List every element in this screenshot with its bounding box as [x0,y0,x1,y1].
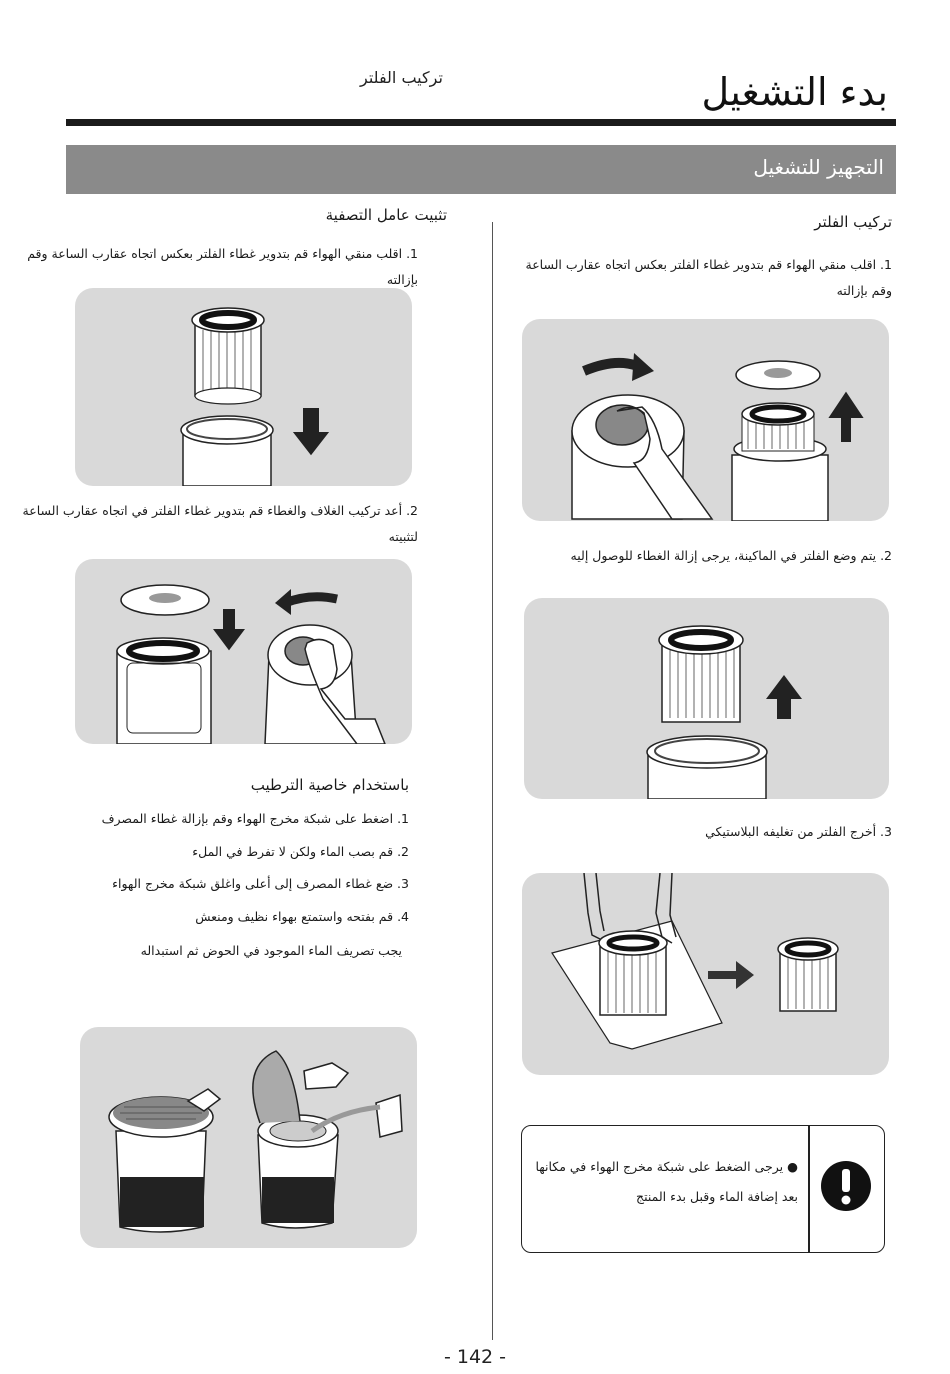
humidify-step-4: 4. قم بفتحه واستمتع بهواء نظيف ومنعش [195,908,409,924]
humidify-step-1: 1. اضغط على شبكة مخرج الهواء وقم بإزالة غطاء المصرف [101,811,409,826]
illustration-filter-lift [524,598,889,799]
filter-lift-drawing [524,598,889,799]
warning-separator [808,1126,810,1252]
illustration-lower-filter [75,288,412,486]
left-step-1: 1. اقلب منقي الهواء قم بتدوير غطاء الفلتر بعكس اتجاه عقارب الساعة وقم بإزالته [27,246,418,287]
humidify-step-2: 2. قم بصب الماء ولكن لا تفرط في الملء [192,843,409,859]
left-step-2: 2. أعد تركيب الغلاف والغطاء قم بتدوير غطاء الفلتر في اتجاه عقارب الساعة لتثبيته [22,503,418,544]
page-title: بدء التشغيل [701,70,888,114]
humidify-heading: باستخدام خاصية الترطيب [250,776,409,794]
right-heading: تركيب الفلتر [814,213,892,231]
lower-filter-drawing [75,288,412,486]
left-heading: تثبيت عامل التصفية [325,206,447,224]
column-divider [492,222,493,1340]
humidify-drawing [80,1027,417,1248]
warning-text [528,1152,798,1212]
right-step-1: 1. اقلب منقي الهواء قم بتدوير غطاء الفلتر بعكس اتجاه عقارب الساعة وقم بإزالته [525,257,892,298]
section-band [66,145,896,194]
replace-cover-drawing [75,559,412,744]
page-subtitle: تركيب الفلتر [360,68,443,87]
unwrap-filter-drawing [522,873,889,1075]
humidify-step-3: 3. ضع غطاء المصرف إلى أعلى واغلق شبكة مخرج الهواء [112,876,409,891]
exclamation-icon [820,1160,872,1212]
remove-cover-drawing [522,319,889,521]
illustration-replace-cover [75,559,412,744]
illustration-unwrap-filter [522,873,889,1075]
illustration-humidify [80,1027,417,1248]
section-band-title: التجهيز للتشغيل [753,155,884,179]
illustration-remove-cover [522,319,889,521]
header-rule [66,119,896,126]
right-step-3: 3. أخرج الفلتر من تغليفه البلاستيكي [705,824,892,839]
warning-message: يرجى الضغط على شبكة مخرج الهواء في مكانها بعد إضافة الماء وقبل بدء المنتج [535,1159,798,1204]
humidify-note: يجب تصريف الماء الموجود في الحوض ثم استبداله [140,943,402,958]
warning-bullet: ● [787,1159,798,1174]
page-number: - 142 - [443,1346,507,1368]
warning-box [521,1125,885,1253]
right-step-2: 2. يتم وضع الفلتر في الماكينة، يرجى إزالة الغطاء للوصول إليه [570,548,892,563]
humidify-steps [79,803,409,933]
